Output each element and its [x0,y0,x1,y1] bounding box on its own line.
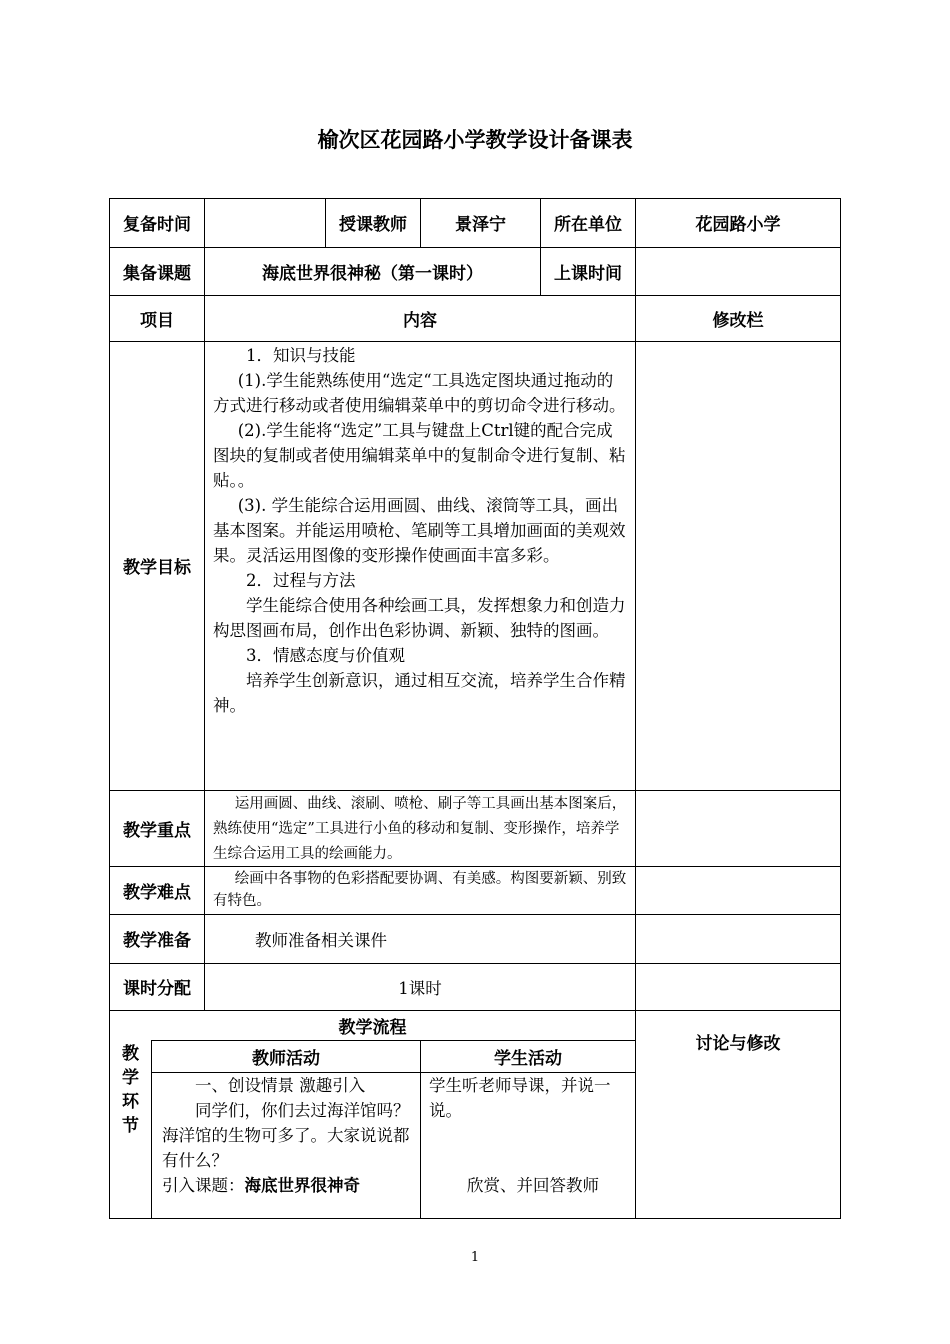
teacher-activity-content [152,1072,420,1218]
goals-line: (3). 学生能综合运用画圆、曲线、滚筒等工具，画出基本图案。并能运用喷枪、笔刷等工具增加画面的美观效果。灵活运用图像的变形操作使画面丰富多彩。 [213,496,626,565]
label-teacher: 授课教师 [339,215,407,235]
student-activity-header: 学生活动 [494,1048,562,1069]
stage-label: 教学环节 [122,1044,139,1136]
key-points-content [205,790,635,866]
difficulties-text: 绘画中各事物的色彩搭配要协调、有美感。构图要新颖、别致有特色。 [213,871,627,909]
flow-header: 教学流程 [338,1017,407,1038]
goals-line: 3．情感态度与价值观 [246,646,405,665]
teacher-line: 同学们，你们去过海洋馆吗？海洋馆的生物可多了。大家说说都有什么？ [162,1101,410,1170]
teacher-line: 一、创设情景 激趣引入 [195,1076,366,1095]
label-key-points: 教学重点 [123,820,191,841]
value-topic: 海底世界很神秘（第一课时） [262,263,483,284]
goals-line: 2．过程与方法 [246,571,356,590]
intro-prefix: 引入课题： [162,1176,245,1195]
key-points-text: 运用画圆、曲线、滚刷、喷枪、刷子等工具画出基本图案后，熟练使用“选定”工具进行小鱼的移动和复制、变形操作，培养学生综合运用工具的绘画能力。 [213,796,627,862]
label-unit: 所在单位 [554,215,622,235]
label-goals: 教学目标 [123,558,191,578]
goals-content [205,341,635,790]
student-line: 学生听老师导课，并说一说。 [429,1076,611,1120]
goals-line: 1．知识与技能 [246,346,356,365]
label-preparation: 教学准备 [123,931,191,951]
label-topic: 集备课题 [123,263,191,284]
page-number: 1 [470,1250,480,1265]
header-content: 内容 [403,310,437,331]
difficulties-content [205,866,635,914]
preparation-text: 教师准备相关课件 [255,930,387,950]
student-activity-content [421,1072,635,1218]
intro-title: 海底世界很神奇 [244,1176,360,1195]
label-hours: 课时分配 [123,979,191,999]
goals-line: (2).学生能将“选定”工具与键盘上Ctrl键的配合完成图块的复制或者使用编辑菜单中的复制命令进行复制、粘贴。。 [213,421,626,490]
student-line: 欣赏、并回答教师 [467,1176,599,1195]
teacher-intro-line [162,1173,412,1198]
value-class-time [636,247,840,295]
value-prep-time [205,198,325,247]
page-title: 榆次区花园路小学教学设计备课表 [317,128,633,152]
hours-text: 1课时 [398,978,442,998]
value-unit: 花园路小学 [695,215,781,235]
goals-line: 学生能综合使用各种绘画工具，发挥想象力和创造力构思图画布局，创作出色彩协调、新颖、独特的图画。 [213,596,626,640]
teacher-activity-header: 教师活动 [252,1048,320,1069]
goals-line: 培养学生创新意识，通过相互交流，培养学生合作精神。 [213,671,626,715]
goals-line: (1).学生能熟练使用“选定“工具选定图块通过拖动的方式进行移动或者使用编辑菜单中的剪切命令进行移动。 [213,371,626,415]
label-class-time: 上课时间 [554,263,622,284]
header-revise: 修改栏 [712,310,764,331]
header-item: 项目 [140,310,174,331]
flow-discuss-header: 讨论与修改 [695,1033,781,1054]
label-prep-time: 复备时间 [123,215,191,235]
label-difficulties: 教学难点 [123,882,191,903]
value-teacher: 景泽宁 [455,215,506,235]
